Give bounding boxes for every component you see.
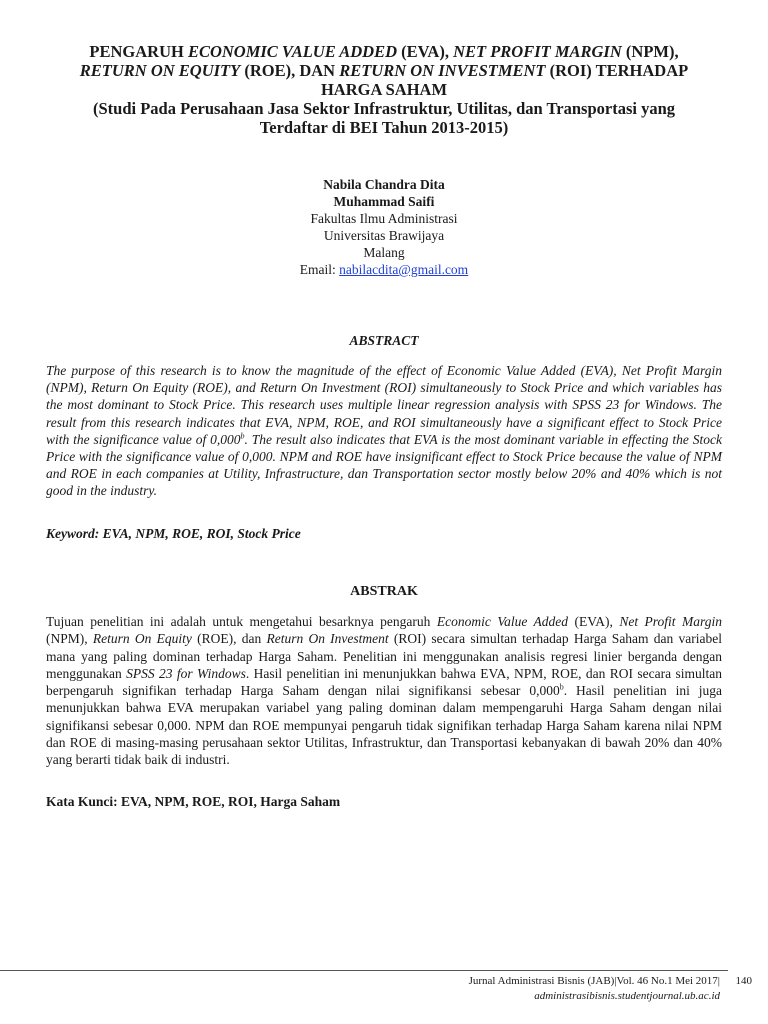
title-line-2: RETURN ON EQUITY (ROE), DAN RETURN ON INVESTMENT (ROI) TERHADAP (79, 61, 689, 80)
abstrak-heading: ABSTRAK (350, 584, 418, 599)
abstract-body: The purpose of this research is to know the magnitude of the effect of Economic Value Added (EVA), Net Profit Margin (NPM), Return On Equity (ROE), and Return On Investment (ROI) simultaneously to Stock Price and which variables has the most dominant to Stock Price. This research uses multiple linear regression analysis with SPSS 23 for Windows. The result from this research indicates that EVA, NPM, ROE, and ROI simultaneously have a significant effect to Stock Price with the significance value of 0,000$^b$. The result also indicates that EVA is the most dominant variable in effecting the Stock Price with the significance value of 0,000. NPM and ROE have insignificant effect to Stock Price because the value of NPM and ROE in each companies at Utility, Infrastructure, dan Transportation sector mostly below 20% and 40% which is not good in the industry. (46, 363, 723, 499)
abstract-heading: ABSTRACT (349, 333, 419, 348)
footer-divider (0, 970, 728, 971)
author-email-line (0, 261, 768, 278)
email-link[interactable]: nabilacdita@gmail.com (339, 262, 469, 277)
author-university: Universitas Brawijaya (323, 228, 445, 243)
title-line-1: PENGARUH ECONOMIC VALUE ADDED (EVA), NET PROFIT MARGIN (NPM), (89, 42, 679, 61)
title-line-3: HARGA SAHAM (320, 80, 448, 99)
page-number: 140 (735, 975, 752, 987)
subtitle-line-2: Terdaftar di BEI Tahun 2013-2015) (259, 118, 509, 137)
subtitle-line-1: (Studi Pada Perusahaan Jasa Sektor Infrastruktur, Utilitas, dan Transportasi yang (92, 99, 676, 118)
author-city: Malang (363, 245, 405, 260)
abstrak-keywords: Kata Kunci: EVA, NPM, ROE, ROI, Harga Saham (46, 794, 341, 809)
author-block (0, 176, 768, 278)
footer-website: administrasibisnis.studentjournal.ub.ac.id (534, 990, 720, 1002)
email-label: Email: (299, 262, 340, 277)
abstract-keywords: Keyword: EVA, NPM, ROE, ROI, Stock Price (46, 526, 301, 541)
paper-title (40, 42, 728, 137)
footer-journal: Jurnal Administrasi Bisnis (JAB)|Vol. 46 No.1 Mei 2017| (468, 975, 720, 987)
abstrak-body: Tujuan penelitian ini adalah untuk mengetahui besarknya pengaruh Economic Value Added (EVA), Net Profit Margin (NPM), Return On Equity (ROE), dan Return On Investment (ROI) secara simultan terhadap Harga Saham dan variabel mana yang paling dominan terhadap Harga Saham. Penelitian ini menggunakan analisis regresi linier berganda dengan menggunakan SPSS 23 for Windows. Hasil penelitian ini menunjukkan bahwa EVA, NPM, ROE, dan ROI secara simultan berpengaruh signifikan terhadap Harga Saham dengan nilai signifikansi sebesar 0,000$^b$. Hasil penelitian ini juga menunjukkan bahwa EVA merupakan variabel yang paling dominan dalam mempengaruhi Harga Saham dengan nilai signifikansi sebesar 0,000. NPM dan ROE mempunyai pengaruh tidak signifikan terhadap Harga Saham karena nilai NPM dan ROE di masing-masing perusahaan sektor Utilitas, Infrastruktur, dan Transportasi kebanyakan di bawah 20% dan 40% yang berarti tidak baik di industri. (46, 614, 723, 768)
author-faculty: Fakultas Ilmu Administrasi (310, 211, 458, 226)
author-name-1: Nabila Chandra Dita (323, 177, 445, 192)
author-name-2: Muhammad Saifi (333, 194, 435, 209)
